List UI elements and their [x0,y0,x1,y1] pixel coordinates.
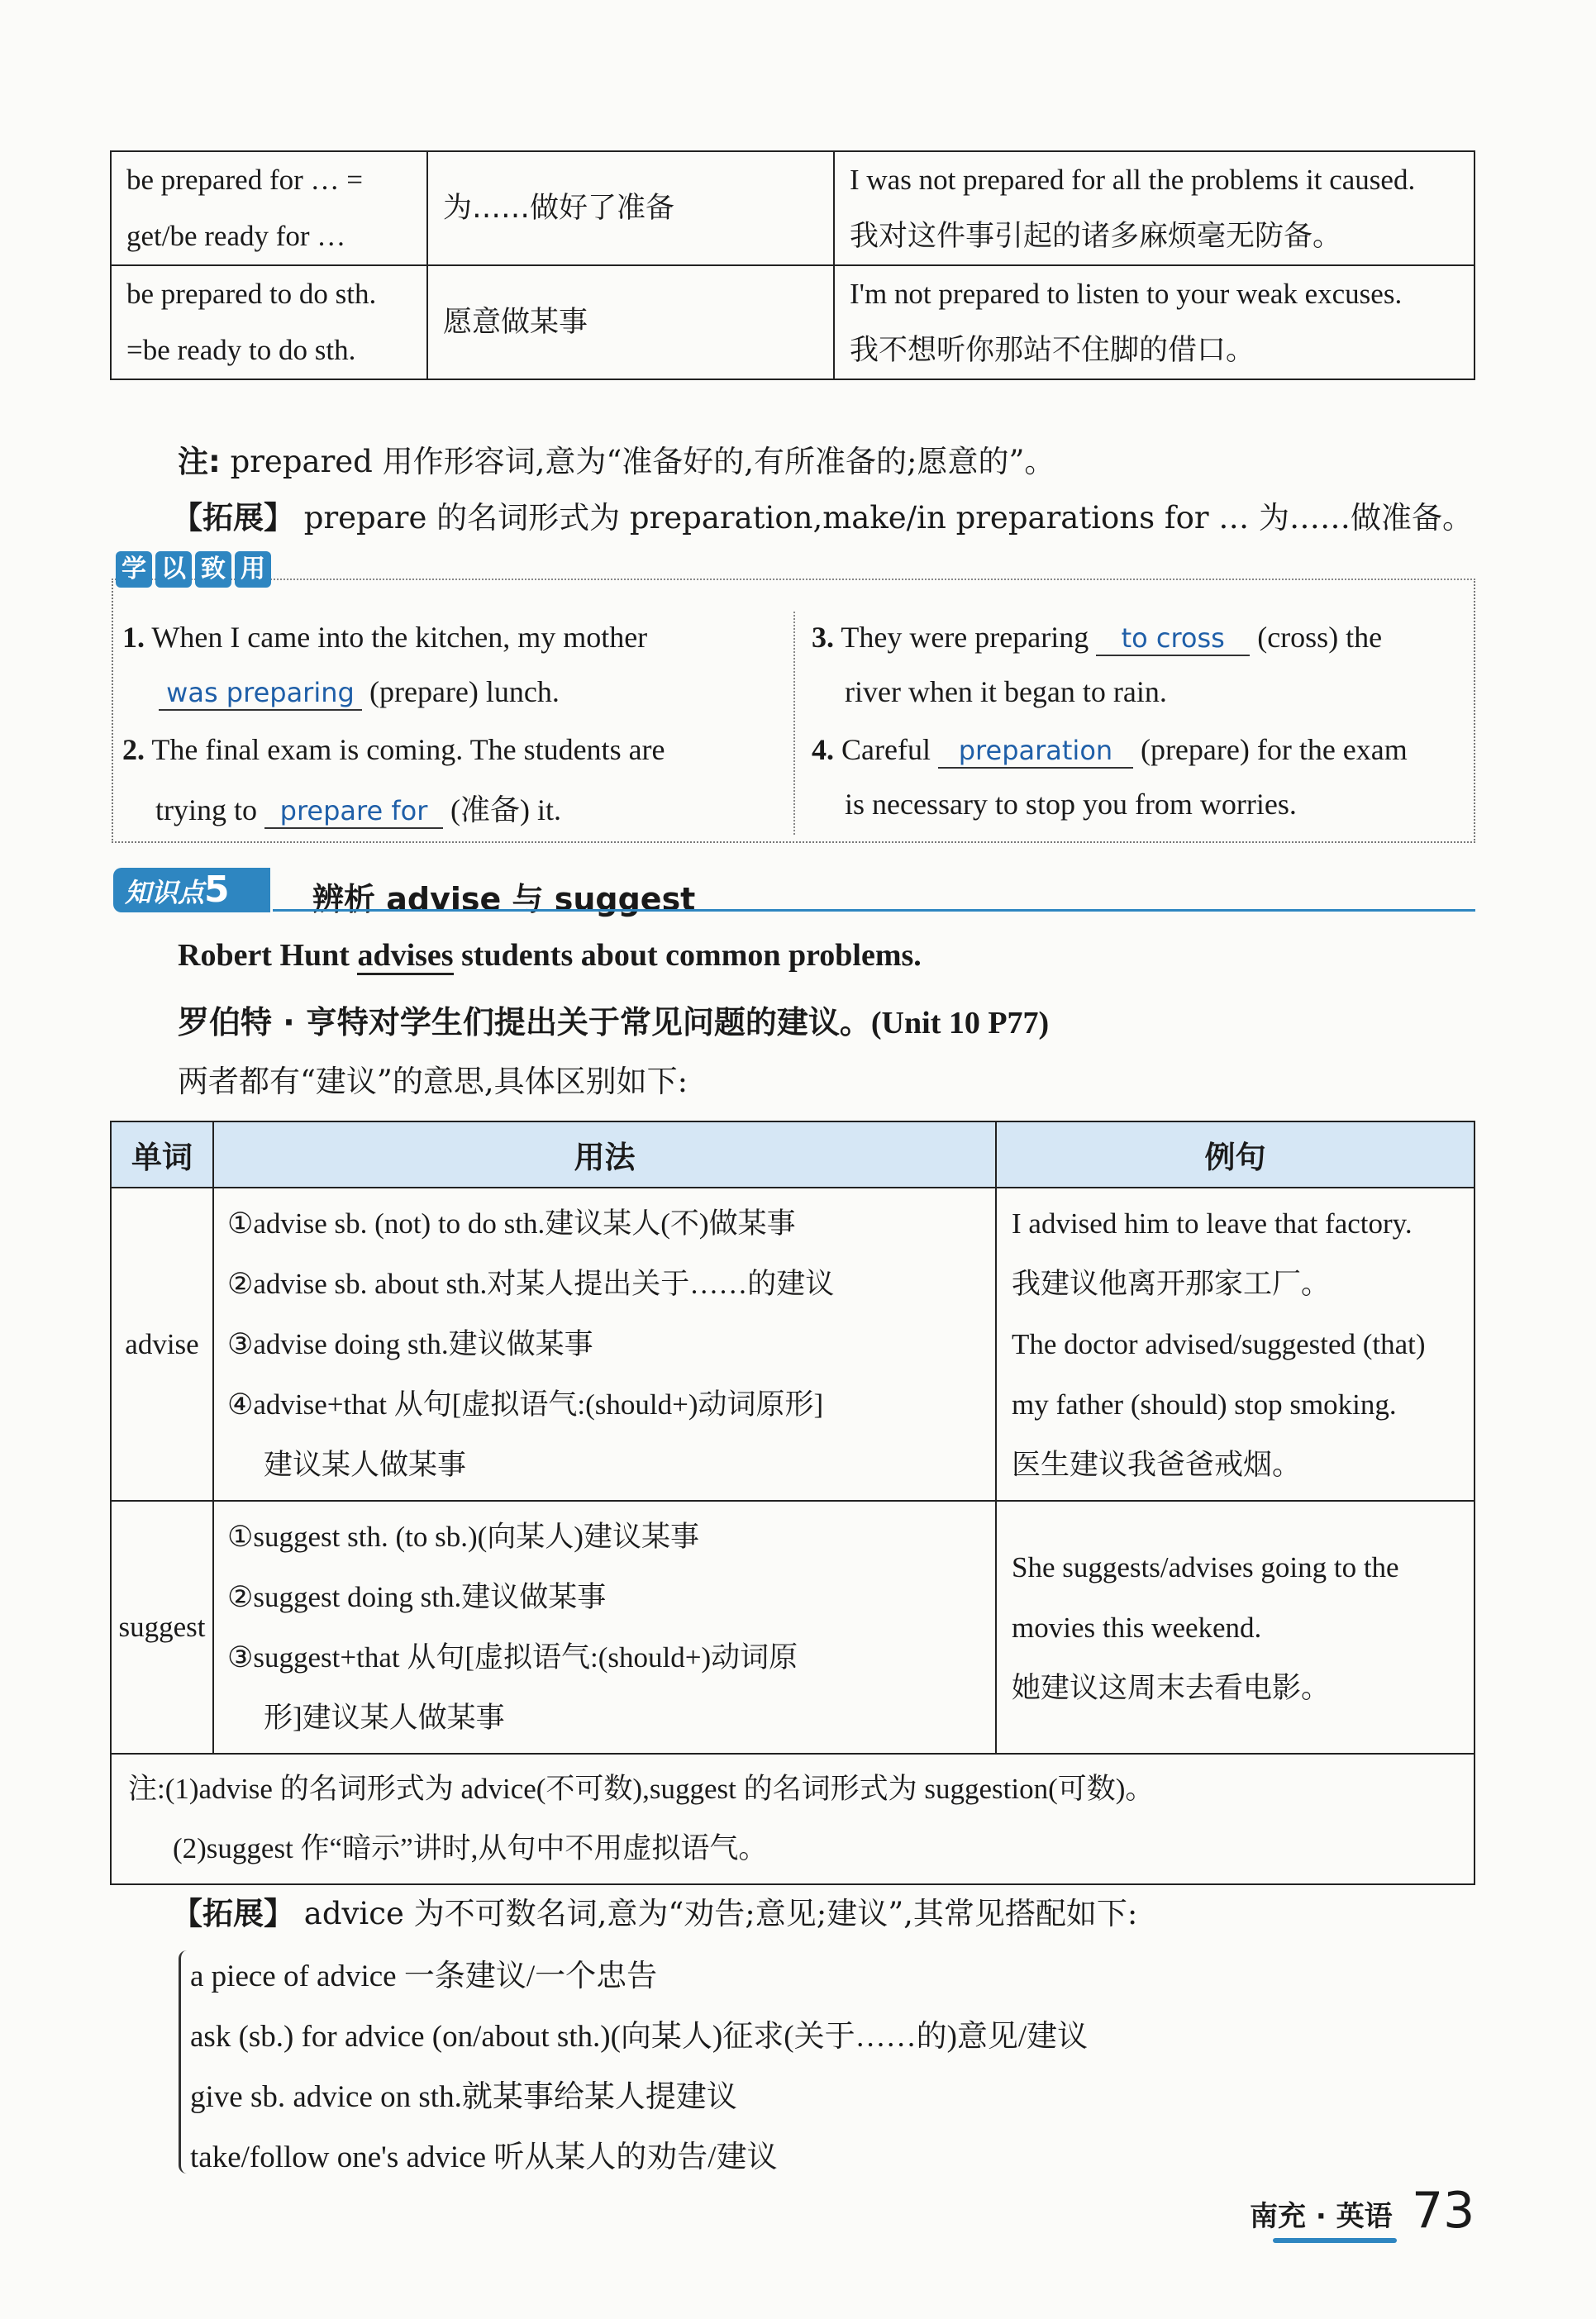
question-text: (cross) the [1257,621,1383,654]
extension-prepare [172,493,1473,537]
extension-text: advice 为不可数名词,意为“劝告;意见;建议”,其常见搭配如下: [303,1896,1138,1931]
sentence-source: (Unit 10 P77) [870,1006,1050,1040]
example-cell [996,1188,1475,1501]
sentence-cn-text: 罗伯特 · 亨特对学生们提出关于常见问题的建议。 [178,1004,871,1040]
example-sentence-cn [178,997,1049,1042]
badge-char: 以 [155,551,192,588]
table-header-row [111,1121,1475,1188]
note-line: 注:(1)advise 的名词形式为 advice(不可数),suggest 的名词形式为 suggestion(可数)。 [128,1773,1155,1805]
meaning-cell: 为……做好了准备 [427,151,834,265]
example-cell [834,265,1475,379]
usage-item: ②suggest doing sth.建议做某事 [227,1581,607,1613]
question-number: 1. [122,621,145,654]
badge-char: 用 [235,551,271,588]
question-1 [122,620,647,655]
word-cell: suggest [111,1501,213,1754]
question-text: When I came into the kitchen, my mother [151,621,648,654]
knowledge-point-badge [113,868,270,912]
extension-text: prepare 的名词形式为 preparation,make/in preparations for … 为……做准备。 [303,500,1474,536]
extension-label: 【拓展】 [172,1896,294,1931]
table-row [111,265,1475,379]
answer-blank[interactable]: to cross [1096,621,1250,656]
question-4-line2: is necessary to stop you from worries. [845,788,1297,821]
question-text: trying to [155,793,257,826]
collocation-item: give sb. advice on sth.就某事给某人提建议 [190,2080,737,2114]
sentence-keyword: advises [357,938,453,975]
practice-divider [793,612,795,835]
example-line: She suggests/advises going to the [1012,1550,1399,1583]
collocation-item: a piece of advice 一条建议/一个忠告 [190,1959,658,1993]
badge-char: 致 [195,551,231,588]
extension-label: 【拓展】 [172,500,294,536]
example-line: 我建议他离开那家工厂。 [1012,1268,1331,1300]
usage-item: ③suggest+that 从句[虚拟语气:(should+)动词原 [227,1641,798,1674]
note-label: 注: [178,444,221,479]
footer-bar [1273,2238,1397,2243]
prepare-table [110,150,1475,380]
example-cell [834,151,1475,265]
example-sentence-en [178,937,922,974]
usage-item: ①advise sb. (not) to do sth.建议某人(不)做某事 [227,1207,796,1240]
collocation-item: ask (sb.) for advice (on/about sth.)(向某人)征求(关于……的)意见/建议 [190,2020,1089,2054]
usage-item: 形]建议某人做某事 [264,1702,505,1734]
practice-badge [116,551,271,588]
question-text: (准备) it. [450,793,561,826]
question-4 [812,732,1408,769]
extension-advice [172,1888,1137,1933]
note-line: (2)suggest 作“暗示”讲时,从句中不用虚拟语气。 [173,1832,768,1864]
question-number: 2. [122,733,145,766]
answer-blank[interactable]: was preparing [159,676,362,711]
question-2 [122,732,665,767]
example-line: 她建议这周末去看电影。 [1012,1671,1331,1704]
phrase-text: be prepared to do sth. [126,278,377,310]
example-line: 医生建议我爸爸戒烟。 [1012,1449,1302,1481]
sentence-part: Robert Hunt [178,938,358,973]
question-number: 3. [812,621,834,654]
badge-number: 5 [204,869,230,911]
meaning-cell: 愿意做某事 [427,265,834,379]
usage-item: ①suggest sth. (to sb.)(向某人)建议某事 [227,1521,699,1553]
phrase-text: be prepared for … = [126,164,363,196]
usage-item: 建议某人做某事 [264,1449,467,1481]
note-text: prepared 用作形容词,意为“准备好的,有所准备的;愿意的”。 [230,444,1055,479]
note-cell [111,1754,1475,1884]
question-text: (prepare) for the exam [1140,733,1408,766]
comparison-intro: 两者都有“建议”的意思,具体区别如下: [178,1064,688,1099]
question-1-line2 [159,674,560,711]
question-2-line2 [155,787,561,829]
usage-cell [213,1501,996,1754]
footer-label: 南充 · 英语 [1250,2200,1393,2233]
sentence-part: students about common problems. [453,938,922,973]
collocation-item: take/follow one's advice 听从某人的劝告/建议 [190,2140,778,2174]
example-line: movies this weekend. [1012,1611,1262,1644]
example-cn: 我对这件事引起的诸多麻烦毫无防备。 [850,220,1342,253]
knowledge-point-title: 辨析 advise 与 suggest [312,881,696,917]
example-line: I advised him to leave that factory. [1012,1207,1413,1240]
example-cn: 我不想听你那站不住脚的借口。 [850,334,1255,367]
example-en: I'm not prepared to listen to your weak excuses. [850,278,1403,310]
question-number: 4. [812,733,834,766]
word-cell: advise [111,1188,213,1501]
note-prepared [178,436,1055,481]
question-3-line2: river when it began to rain. [845,675,1167,708]
badge-char: 学 [116,551,152,588]
usage-item: ③advise doing sth.建议做某事 [227,1328,593,1360]
header-usage: 用法 [213,1121,996,1188]
question-text: (prepare) lunch. [369,675,560,708]
advise-suggest-table [110,1121,1475,1885]
page-number: 73 [1412,2182,1475,2240]
usage-item: ②advise sb. about sth.对某人提出关于……的建议 [227,1268,835,1300]
question-text: Careful [841,733,931,766]
usage-cell [213,1188,996,1501]
example-en: I was not prepared for all the problems it caused. [850,164,1416,196]
phrase-cell [111,265,427,379]
table-row [111,151,1475,265]
example-line: my father (should) stop smoking. [1012,1388,1397,1421]
title-underline [273,909,1475,912]
question-text: They were preparing [841,621,1089,654]
answer-blank[interactable]: preparation [938,734,1133,769]
table-row-advise [111,1188,1475,1501]
question-3 [812,620,1382,656]
table-note-row [111,1754,1475,1884]
example-line: The doctor advised/suggested (that) [1012,1328,1426,1360]
answer-blank[interactable]: prepare for [264,794,443,829]
table-row-suggest [111,1501,1475,1754]
usage-item: ④advise+that 从句[虚拟语气:(should+)动词原形] [227,1388,824,1421]
header-example: 例句 [996,1121,1475,1188]
phrase-text: =be ready to do sth. [126,334,356,366]
phrase-cell [111,151,427,265]
header-word: 单词 [111,1121,213,1188]
question-text: The final exam is coming. The students are [151,733,665,766]
phrase-text: get/be ready for … [126,220,346,252]
badge-label: 知识点 [125,877,205,908]
example-cell [996,1501,1475,1754]
